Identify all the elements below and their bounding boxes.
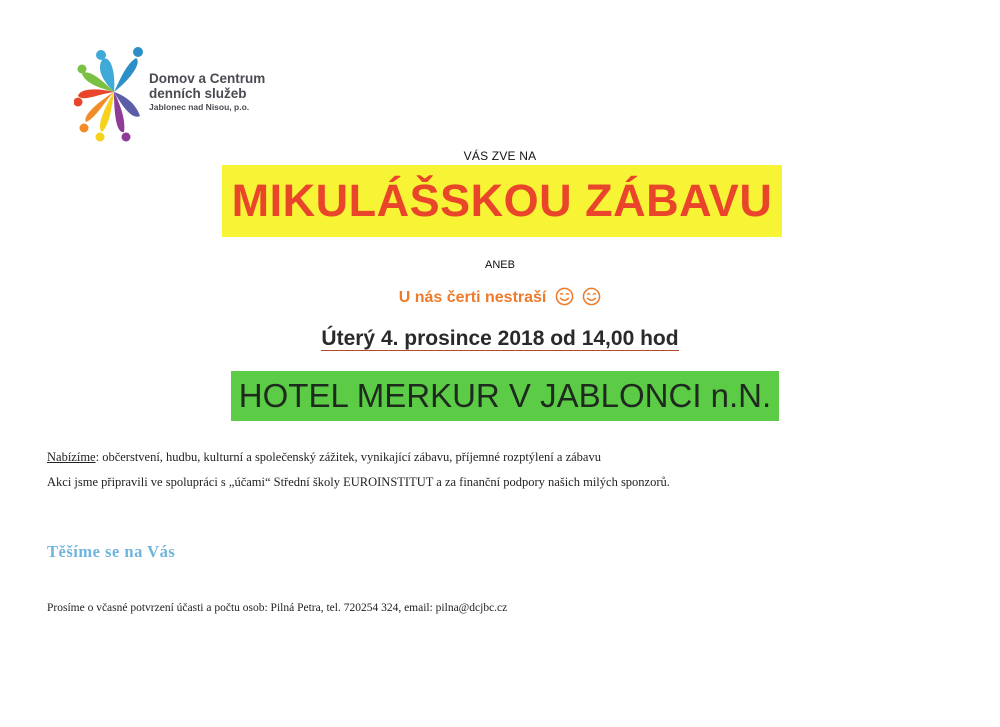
venue-row (0, 371, 1000, 421)
offer-paragraph (47, 450, 601, 465)
offer-text: : občerstvení, hudbu, kulturní a společenský zážitek, vynikající zábavu, příjemné rozptýlení a zábavu (95, 450, 601, 464)
smiley-face-icon (555, 287, 574, 306)
event-subtitle-row (0, 287, 1000, 307)
looking-forward-text: Těšíme se na Vás (47, 542, 176, 561)
invite-intro: VÁS ZVE NA (463, 149, 537, 163)
smiley-face-icon (582, 287, 601, 306)
event-venue: HOTEL MERKUR V JABLONCI n.N. (231, 371, 779, 421)
title-row (0, 165, 1000, 237)
event-subtitle: U nás čerti nestraší (398, 289, 547, 306)
event-date-row (0, 327, 1000, 351)
logo-text (149, 71, 265, 114)
aneb-text: ANEB (485, 259, 515, 271)
logo-name-line2: denních služeb (149, 86, 247, 101)
logo-name-line1: Domov a Centrum (149, 71, 266, 86)
rsvp-paragraph: Prosíme o včasné potvrzení účasti a počtu osob: Pilná Petra, tel. 720254 324, email: pilna@dcjbc.cz (47, 602, 508, 614)
organization-logo (74, 42, 274, 142)
people-flower-logo-icon (74, 42, 154, 142)
collaboration-paragraph: Akci jsme připravili ve spolupráci s „účami“ Střední školy EUROINSTITUT a za finanční podpory našich milých sponzorů. (47, 475, 670, 489)
event-date: Úterý 4. prosince 2018 od 14,00 hod (321, 327, 679, 350)
offer-label: Nabízíme (47, 450, 96, 464)
logo-location: Jablonec nad Nisou, p.o. (149, 102, 250, 112)
event-title: MIKULÁŠSKOU ZÁBAVU (222, 165, 783, 237)
